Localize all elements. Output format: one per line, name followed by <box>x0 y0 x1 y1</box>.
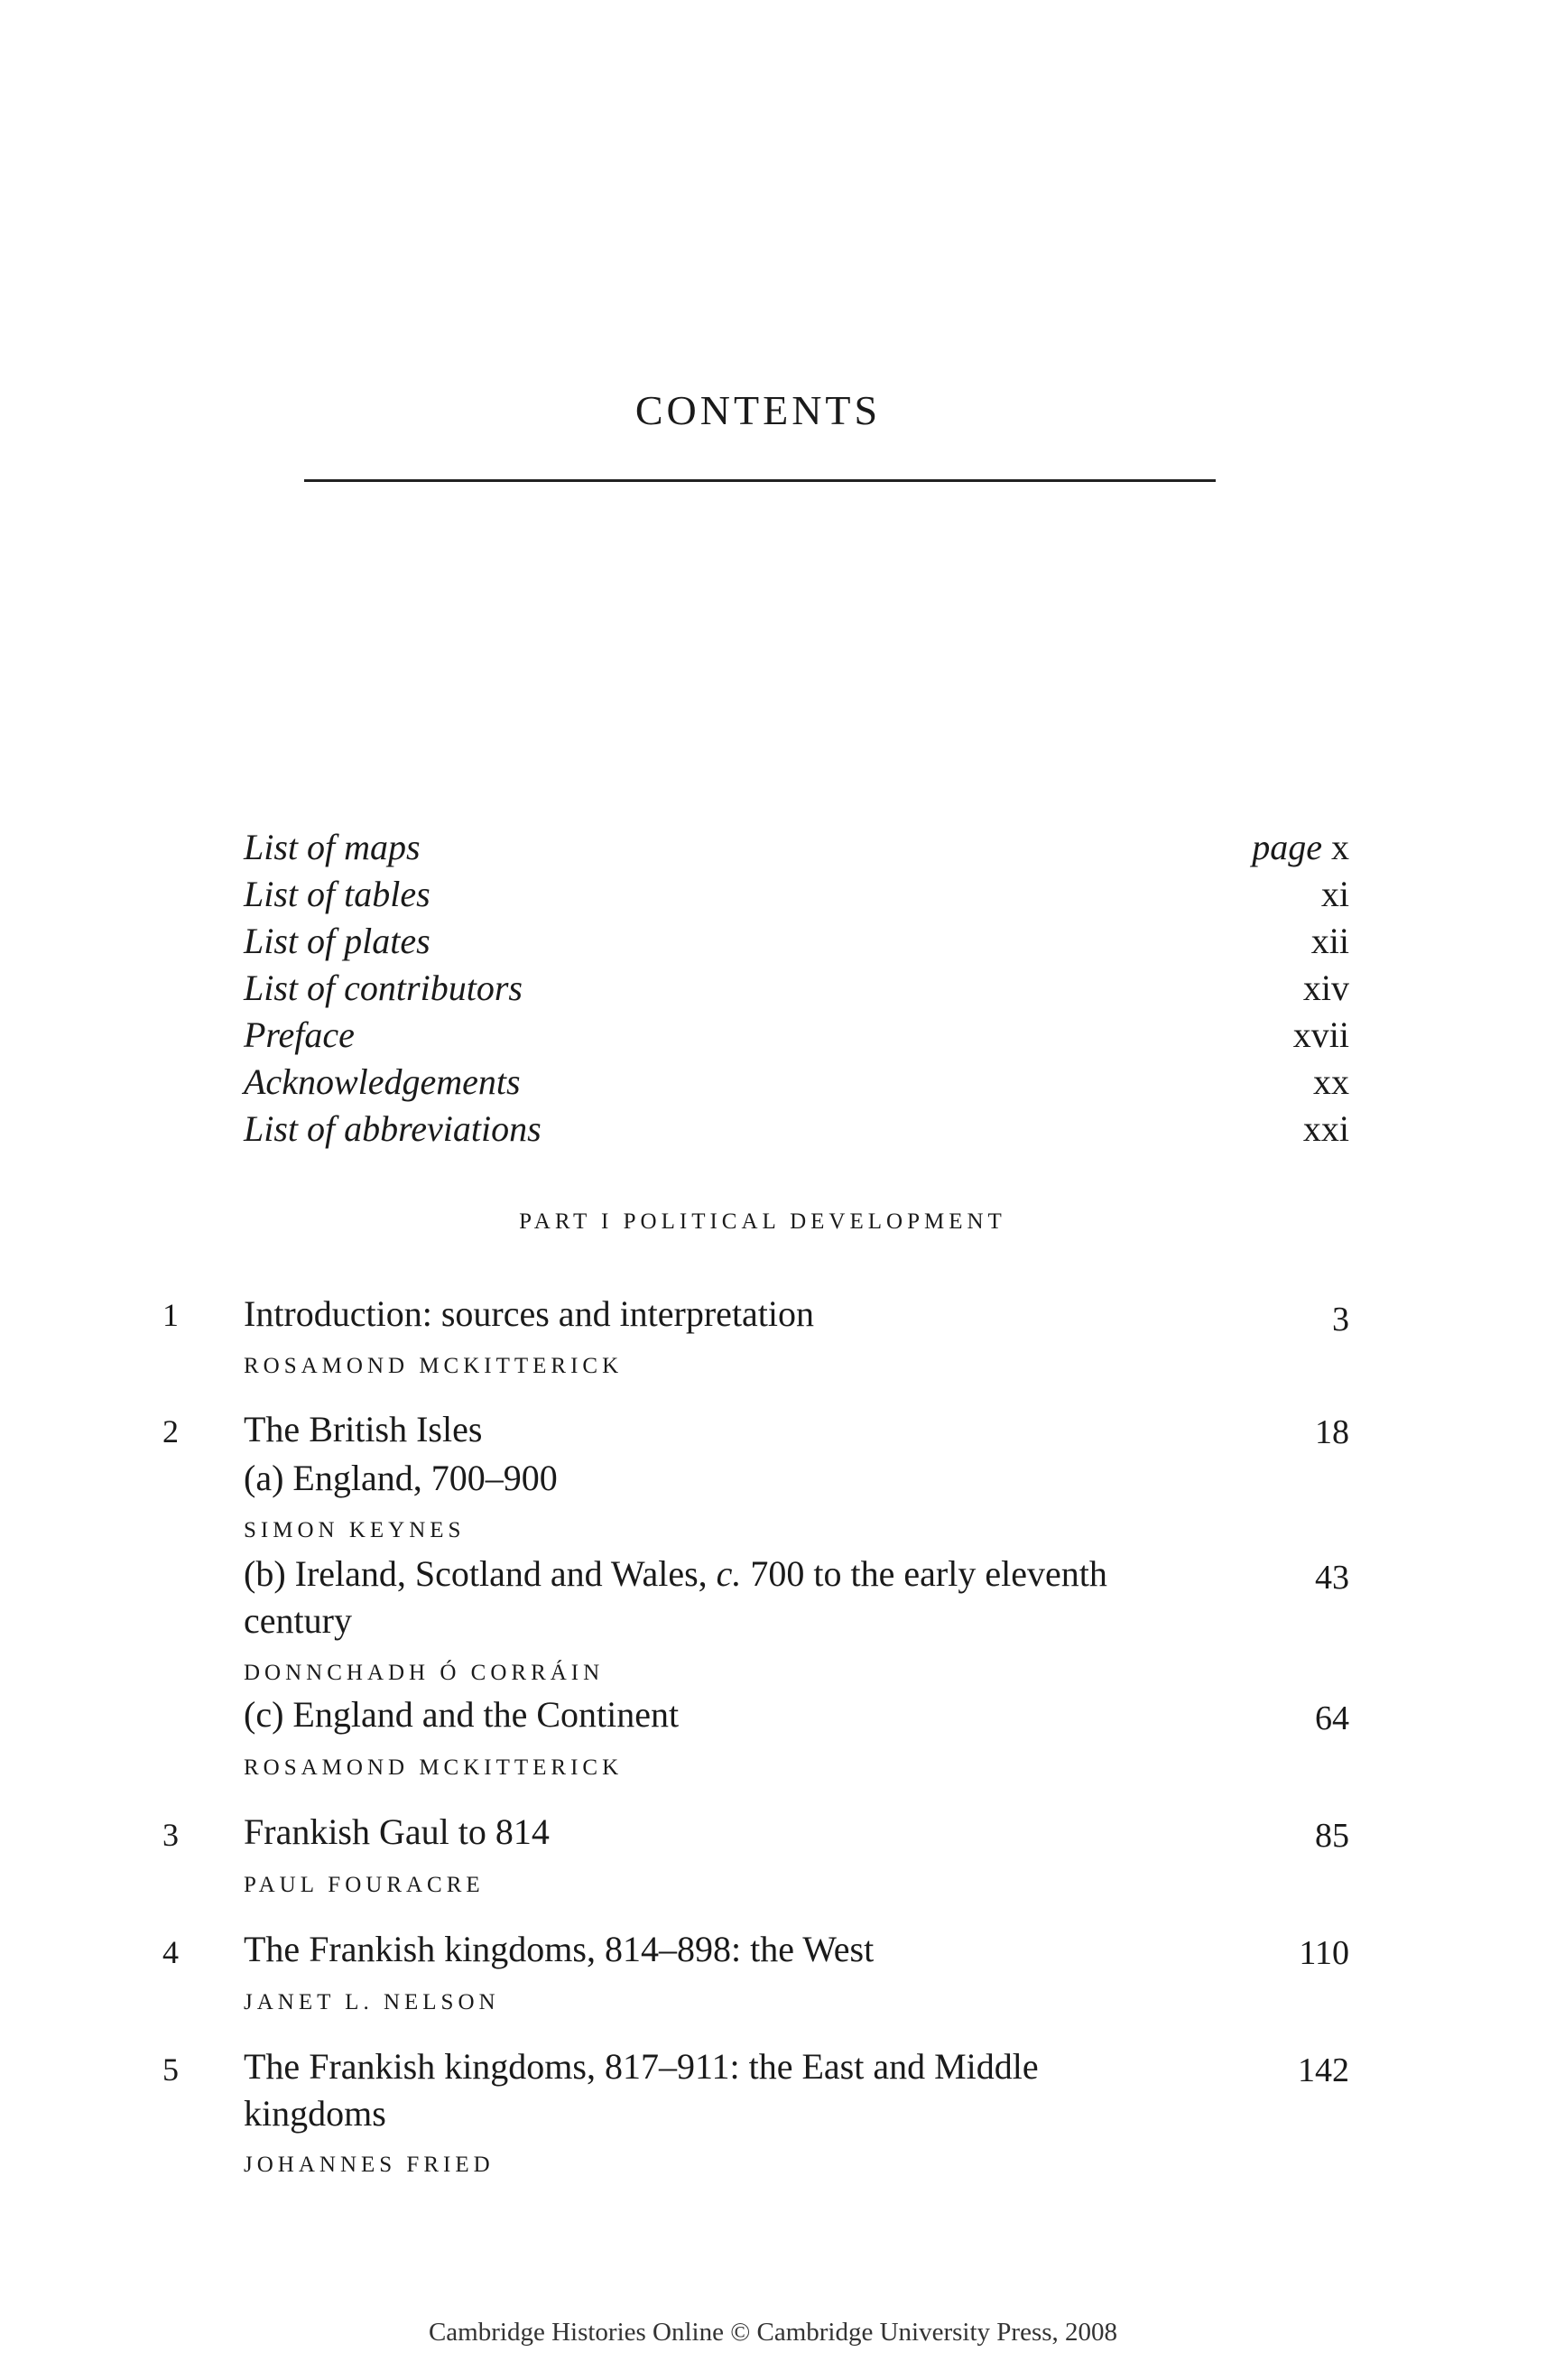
front-matter-page: xvii <box>1292 1014 1349 1055</box>
front-matter-page: xii <box>1310 921 1349 961</box>
chapter-page: 3 <box>1332 1301 1349 1338</box>
chapter-page: 18 <box>1315 1413 1349 1451</box>
section-page: 43 <box>1315 1559 1349 1597</box>
copyright-footer: Cambridge Histories Online © Cambridge University Press, 2008 <box>428 2318 1118 2347</box>
chapter-title[interactable]: Frankish Gaul to 814 <box>244 1811 550 1852</box>
front-matter-label: List of contributors <box>244 968 523 1008</box>
front-matter-page: xx <box>1313 1061 1349 1102</box>
section-title[interactable]: (a) England, 700–900 <box>244 1458 558 1498</box>
circa-abbrev: c. <box>716 1553 742 1594</box>
chapter-number: 5 <box>162 2051 179 2088</box>
page-prefix: page <box>1252 827 1322 867</box>
page-title: CONTENTS <box>634 387 882 433</box>
front-matter-label: Acknowledgements <box>244 1061 521 1102</box>
page-number: x <box>1331 827 1349 867</box>
front-matter-label: List of maps <box>244 827 421 867</box>
chapter-page: 110 <box>1299 1934 1349 1972</box>
front-matter-page: xiv <box>1302 968 1349 1008</box>
chapter-author: PAUL FOURACRE <box>244 1873 485 1897</box>
chapter-number: 2 <box>162 1413 179 1449</box>
front-matter-label: List of abbreviations <box>244 1108 542 1149</box>
section-title[interactable]: (c) England and the Continent <box>244 1694 680 1735</box>
front-matter-page: xxi <box>1302 1108 1349 1149</box>
chapter-title[interactable]: The Frankish kingdoms, 814–898: the West <box>244 1929 875 1969</box>
section-author: SIMON KEYNES <box>244 1518 466 1542</box>
chapter-number: 4 <box>162 1934 179 1970</box>
front-matter-label: List of tables <box>244 874 430 914</box>
section-title-text: century <box>244 1600 352 1641</box>
chapter-author: ROSAMOND MCKITTERICK <box>244 1354 624 1378</box>
chapter-title[interactable]: The British Isles <box>244 1409 483 1449</box>
chapter-title-text: kingdoms <box>244 2093 386 2134</box>
section-page: 64 <box>1315 1699 1349 1737</box>
section-title[interactable] <box>244 1551 1218 1644</box>
part-heading: PART I POLITICAL DEVELOPMENT <box>519 1209 1006 1234</box>
section-title-text: 700 to the early eleventh <box>741 1553 1107 1594</box>
front-matter-label: List of plates <box>244 921 430 961</box>
chapter-author: JOHANNES FRIED <box>244 2153 495 2177</box>
section-author: ROSAMOND MCKITTERICK <box>244 1755 624 1780</box>
chapter-number: 3 <box>162 1817 179 1853</box>
chapter-page: 142 <box>1298 2051 1349 2089</box>
front-matter-label: Preface <box>244 1014 355 1055</box>
chapter-page: 85 <box>1315 1817 1349 1855</box>
chapter-title[interactable] <box>244 2043 1200 2137</box>
section-title-text: (b) Ireland, Scotland and Wales, <box>244 1553 717 1594</box>
chapter-title[interactable]: Introduction: sources and interpretation <box>244 1293 815 1334</box>
section-author: DONNCHADH Ó CORRÁIN <box>244 1661 605 1685</box>
front-matter-page: xi <box>1320 874 1349 914</box>
chapter-number: 1 <box>162 1297 179 1333</box>
chapter-title-text: The Frankish kingdoms, 817–911: the East and Middle <box>244 2046 1039 2087</box>
chapter-author: JANET L. NELSON <box>244 1990 500 2014</box>
